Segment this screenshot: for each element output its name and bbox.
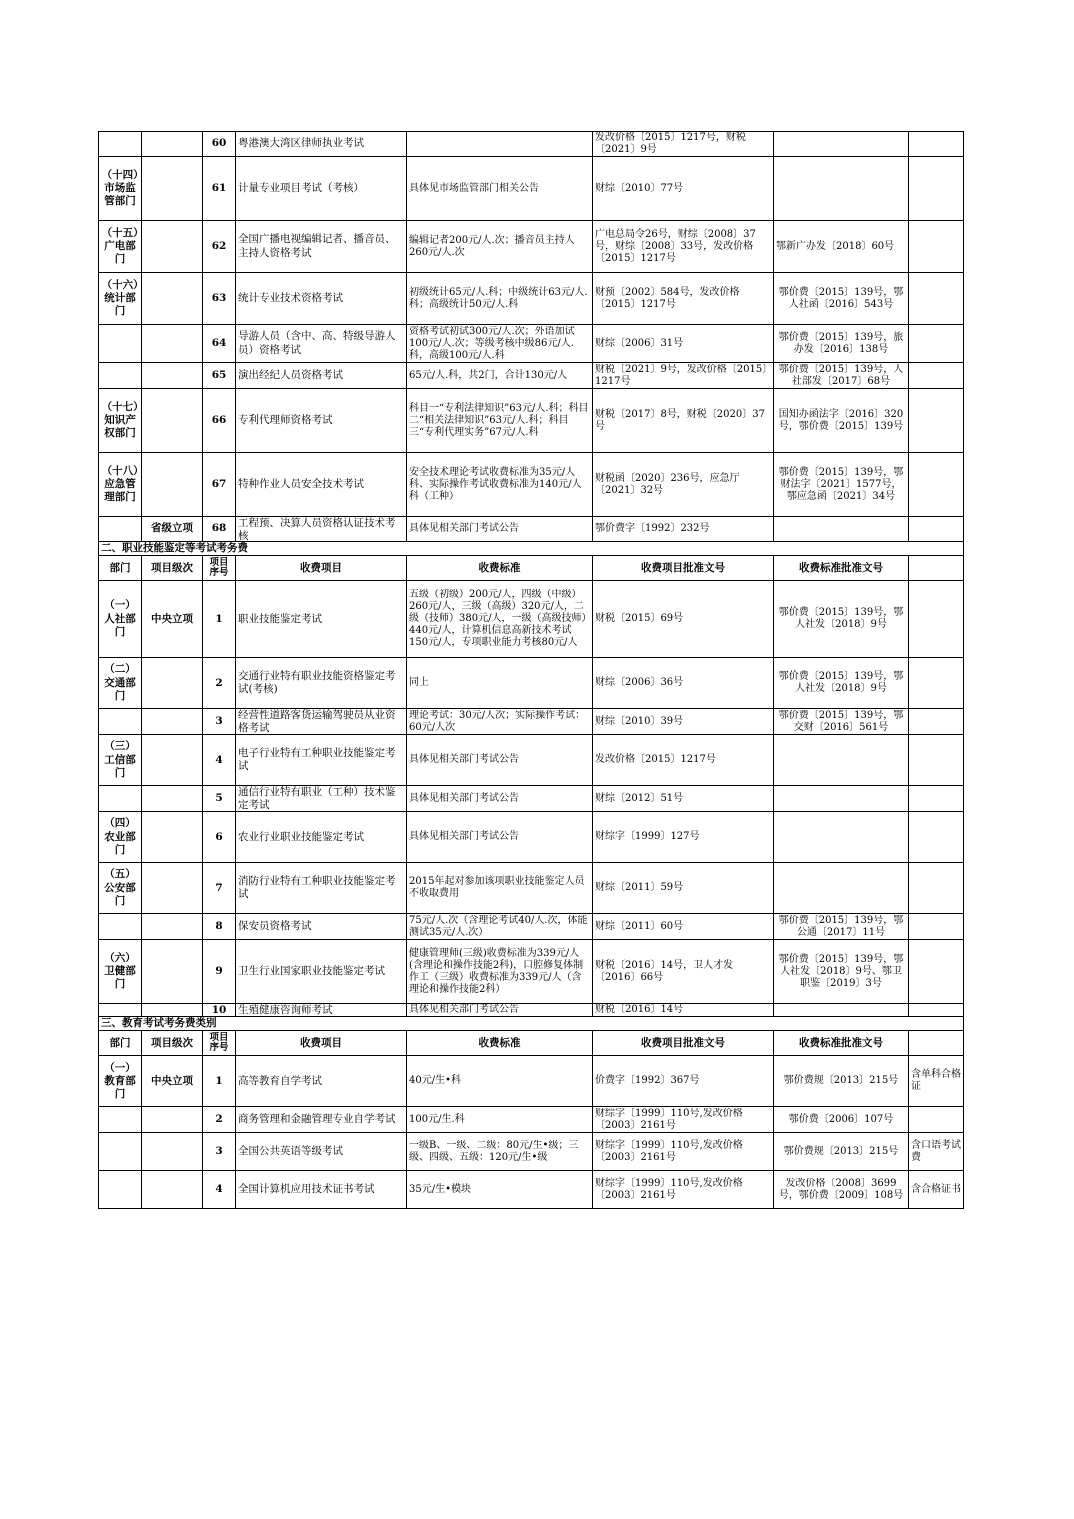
item-text: 商务管理和金融管理专业自学考试 — [238, 1113, 396, 1126]
std-doc-cell — [774, 812, 909, 863]
doc-cell: 财综〔2006〕36号 — [593, 658, 774, 709]
item-cell: 全国公共英语等级考试 — [236, 1133, 407, 1171]
note-cell — [909, 1107, 964, 1133]
item-cell — [236, 1107, 407, 1133]
level-cell — [142, 914, 203, 940]
std-doc-cell: 鄂价费规〔2013〕215号 — [774, 1133, 909, 1171]
item-no-cell: 1 — [203, 1056, 236, 1107]
std-doc-cell: 鄂价费〔2015〕139号，鄂人社函〔2016〕543号 — [774, 273, 909, 325]
dept-cell: （二）交通部门 — [99, 658, 142, 709]
item-cell: 统计专业技术资格考试 — [236, 273, 407, 325]
std-doc-cell — [774, 517, 909, 542]
standard-cell: 健康管理师(三级)收费标准为339元/人(含理论和操作技能2科)，口腔修复体制作工（三级）收费标准为339元/人（含理论和操作技能2科） — [407, 940, 593, 1004]
dept-cell — [99, 363, 142, 389]
note-cell — [909, 940, 964, 1004]
doc-cell: 财税〔2016〕14号，卫人才发〔2016〕66号 — [593, 940, 774, 1004]
standard-text: 具体见相关部门考试公告 — [409, 1004, 519, 1016]
section-title-row — [99, 1017, 964, 1031]
standard-cell: 具体见相关部门考试公告 — [407, 812, 593, 863]
doc-cell — [593, 1004, 774, 1017]
standard-cell — [407, 325, 593, 363]
doc-cell: 发改价格〔2015〕1217号，财税〔2021〕9号 — [593, 132, 774, 157]
standard-cell — [407, 1133, 593, 1171]
table-row — [99, 1004, 964, 1017]
item-no-cell: 64 — [203, 325, 236, 363]
item-no-cell: 5 — [203, 786, 236, 812]
std-doc-cell — [774, 132, 909, 157]
standard-cell: 同上 — [407, 658, 593, 709]
item-cell: 特种作业人员安全技术考试 — [236, 453, 407, 517]
std-doc-cell: 鄂价费〔2015〕139号，鄂人社发〔2018〕9号、鄂卫职鉴〔2019〕3号 — [774, 940, 909, 1004]
dept-cell — [99, 709, 142, 735]
dept-cell: （十七）知识产权部门 — [99, 389, 142, 453]
doc-cell: 财综字〔1999〕110号,发改价格〔2003〕2161号 — [593, 1133, 774, 1171]
item-cell: 农业行业职业技能鉴定考试 — [236, 812, 407, 863]
table-row — [99, 1107, 964, 1133]
note-cell — [909, 812, 964, 863]
std-doc-cell — [774, 735, 909, 786]
std-doc-cell — [774, 709, 909, 735]
doc-text: 财综字〔1999〕110号,发改价格〔2003〕2161号 — [595, 1107, 743, 1131]
level-cell — [142, 940, 203, 1004]
item-cell — [236, 517, 407, 542]
header-no: 项目序号 — [203, 556, 236, 581]
standard-cell: 编辑记者200元/人.次；播音员主持人260元/人.次 — [407, 221, 593, 273]
header-standard: 收费标准 — [407, 556, 593, 581]
header-level: 项目级次 — [142, 1031, 203, 1056]
table-row — [99, 363, 964, 389]
header-no: 项目序号 — [203, 1031, 236, 1056]
table-row — [99, 157, 964, 221]
note-cell — [909, 735, 964, 786]
std-doc-cell: 鄂价费〔2015〕139号，旅办发〔2016〕138号 — [774, 325, 909, 363]
section-title: 二、职业技能鉴定等考试考务费 — [99, 542, 964, 556]
standard-cell: 65元/人.科，共2门，合计130元/人 — [407, 363, 593, 389]
item-no-cell: 6 — [203, 812, 236, 863]
item-cell: 专利代理师资格考试 — [236, 389, 407, 453]
level-cell — [142, 221, 203, 273]
standard-cell — [407, 709, 593, 735]
note-cell — [909, 581, 964, 658]
item-no-cell: 2 — [203, 658, 236, 709]
header-note — [909, 1031, 964, 1056]
table-row — [99, 389, 964, 453]
doc-cell: 财综〔2011〕60号 — [593, 914, 774, 940]
item-cell: 保安员资格考试 — [236, 914, 407, 940]
fee-table — [98, 131, 964, 1209]
std-doc-cell: 鄂价费〔2015〕139号，鄂人社发〔2018〕9号 — [774, 581, 909, 658]
doc-text: 财税〔2016〕14号 — [595, 1004, 684, 1016]
table-row — [99, 658, 964, 709]
item-text: 经营性道路客货运输驾驶员从业资格考试 — [238, 709, 396, 735]
item-cell: 卫生行业国家职业技能鉴定考试 — [236, 940, 407, 1004]
table-row — [99, 812, 964, 863]
header-row — [99, 1031, 964, 1056]
doc-cell: 财综字〔1999〕110号,发改价格〔2003〕2161号 — [593, 1171, 774, 1209]
item-text: 通信行业特有职业（工种）技术鉴定考试 — [238, 786, 396, 812]
note-cell — [909, 786, 964, 812]
item-no-cell: 2 — [203, 1107, 236, 1133]
item-no-text: 10 — [211, 1004, 227, 1017]
standard-cell: 2015年起对参加该项职业技能鉴定人员不收取费用 — [407, 863, 593, 914]
table-row — [99, 453, 964, 517]
standard-cell: 100元/生.科 — [407, 1107, 593, 1133]
dept-cell: （四）农业部门 — [99, 812, 142, 863]
dept-cell: （十五）广电部门 — [99, 221, 142, 273]
level-cell — [142, 273, 203, 325]
note-cell — [909, 709, 964, 735]
standard-cell — [407, 1004, 593, 1017]
note-cell — [909, 389, 964, 453]
doc-cell: 广电总局令26号，财综〔2008〕37号，财综〔2008〕33号，发改价格〔2015〕1217号 — [593, 221, 774, 273]
header-dept: 部门 — [99, 1031, 142, 1056]
item-cell — [236, 1004, 407, 1017]
standard-cell: 具体见相关部门考试公告 — [407, 517, 593, 542]
level-cell — [142, 812, 203, 863]
header-item: 收费项目 — [236, 556, 407, 581]
doc-cell: 财综〔2010〕77号 — [593, 157, 774, 221]
table-row — [99, 273, 964, 325]
dept-cell: （一）人社部门 — [99, 581, 142, 658]
item-no-cell: 4 — [203, 1171, 236, 1209]
dept-cell — [99, 132, 142, 157]
doc-cell: 发改价格〔2015〕1217号 — [593, 735, 774, 786]
std-doc-text: 鄂价费〔2015〕139号，鄂公通〔2017〕11号 — [778, 914, 904, 938]
level-cell — [142, 1004, 203, 1017]
doc-cell: 财综字〔1999〕127号 — [593, 812, 774, 863]
item-cell — [236, 709, 407, 735]
table-row — [99, 709, 964, 735]
std-doc-cell — [774, 786, 909, 812]
level-cell: 省级立项 — [142, 517, 203, 542]
note-cell — [909, 453, 964, 517]
dept-cell — [99, 1171, 142, 1209]
table-row — [99, 221, 964, 273]
item-no-cell — [203, 1004, 236, 1017]
table-row — [99, 325, 964, 363]
table-row — [99, 581, 964, 658]
dept-cell: （十六）统计部门 — [99, 273, 142, 325]
note-cell — [909, 517, 964, 542]
std-doc-cell: 鄂价费〔2006〕107号 — [774, 1107, 909, 1133]
standard-cell: 具体见相关部门考试公告 — [407, 735, 593, 786]
std-doc-cell: 鄂价费规〔2013〕215号 — [774, 1056, 909, 1107]
level-cell: 中央立项 — [142, 1056, 203, 1107]
dept-cell — [99, 517, 142, 542]
item-no-cell: 68 — [203, 517, 236, 542]
standard-cell: 35元/生•模块 — [407, 1171, 593, 1209]
table-row — [99, 735, 964, 786]
level-cell — [142, 325, 203, 363]
table-row — [99, 1133, 964, 1171]
item-text: 生殖健康咨询师考试 — [238, 1004, 333, 1017]
standard-text: 五级（初级）200元/人，四级（中级）260元/人，三级（高级）320元/人，二级（技师）380元/人，一级（高级技师）440元/人，计算机信息高新技术考试150元/人，专项职业能力考核80元/人 — [409, 589, 587, 649]
item-cell: 交通行业特有职业技能资格鉴定考试(考核) — [236, 658, 407, 709]
doc-text: 财税〔2021〕9号，发改价格〔2015〕1217号 — [595, 363, 768, 387]
dept-cell: （六）卫健部门 — [99, 940, 142, 1004]
standard-text: 75元/人.次（含理论考试40/人.次，体能测试35元/人.次） — [409, 914, 588, 938]
level-cell — [142, 363, 203, 389]
std-doc-text: 鄂价费〔2015〕139号，人社部发〔2017〕68号 — [778, 363, 904, 387]
note-cell: 含口语考试费 — [909, 1133, 964, 1171]
item-cell: 演出经纪人员资格考试 — [236, 363, 407, 389]
item-no-cell: 61 — [203, 157, 236, 221]
std-doc-text: 发改价格〔2008〕3699号，鄂价费〔2009〕108号 — [778, 1177, 904, 1201]
std-doc-text: 鄂价费〔2015〕139号，鄂交财〔2016〕561号 — [778, 709, 904, 733]
section-title: 三、教育考试考务费类别 — [99, 1017, 964, 1031]
doc-cell: 财综〔2010〕39号 — [593, 709, 774, 735]
std-doc-cell: 鄂价费〔2015〕139号，鄂财法字〔2021〕1577号，鄂应急函〔2021〕34号 — [774, 453, 909, 517]
standard-cell: 40元/生•科 — [407, 1056, 593, 1107]
level-cell — [142, 453, 203, 517]
item-cell: 电子行业特有工种职业技能鉴定考试 — [236, 735, 407, 786]
item-cell: 职业技能鉴定考试 — [236, 581, 407, 658]
level-cell — [142, 389, 203, 453]
header-std-doc: 收费标准批准文号 — [774, 556, 909, 581]
dept-cell: （五）公安部门 — [99, 863, 142, 914]
note-cell — [909, 914, 964, 940]
table-row — [99, 786, 964, 812]
dept-cell: （十八）应急管理部门 — [99, 453, 142, 517]
item-cell: 导游人员（含中、高、特级导游人员）资格考试 — [236, 325, 407, 363]
item-no-cell: 3 — [203, 1133, 236, 1171]
level-cell — [142, 658, 203, 709]
standard-cell: 具体见市场监管部门相关公告 — [407, 157, 593, 221]
level-cell — [142, 157, 203, 221]
note-cell: 含单科合格证 — [909, 1056, 964, 1107]
level-cell — [142, 132, 203, 157]
doc-cell: 财税〔2017〕8号，财税〔2020〕37号 — [593, 389, 774, 453]
note-cell — [909, 132, 964, 157]
item-no-cell: 67 — [203, 453, 236, 517]
header-doc: 收费项目批准文号 — [593, 1031, 774, 1056]
doc-cell: 财预〔2002〕584号，发改价格〔2015〕1217号 — [593, 273, 774, 325]
standard-cell: 科目一“专利法律知识”63元/人.科；科目二“相关法律知识”63元/人.科；科目三“专利代理实务”67元/人.科 — [407, 389, 593, 453]
note-cell — [909, 1004, 964, 1017]
item-cell: 全国广播电视编辑记者、播音员、主持人资格考试 — [236, 221, 407, 273]
doc-cell: 财综〔2011〕59号 — [593, 863, 774, 914]
header-dept: 部门 — [99, 556, 142, 581]
std-doc-cell — [774, 157, 909, 221]
doc-cell: 价费字〔1992〕367号 — [593, 1056, 774, 1107]
dept-cell — [99, 786, 142, 812]
doc-cell: 财税〔2015〕69号 — [593, 581, 774, 658]
standard-text: 资格考试初试300元/人.次；外语加试100元/人.次；等级考核中级86元/人.科，高级100元/人.科 — [409, 325, 575, 361]
header-doc: 收费项目批准文号 — [593, 556, 774, 581]
item-cell: 高等教育自学考试 — [236, 1056, 407, 1107]
standard-text: 一级B、一级、二级：80元/生•级；三级、四级、五级：120元/生•级 — [409, 1139, 579, 1163]
doc-cell: 财综〔2006〕31号 — [593, 325, 774, 363]
item-cell: 消防行业特有工种职业技能鉴定考试 — [236, 863, 407, 914]
table-row — [99, 1171, 964, 1209]
item-cell: 计量专业项目考试（考核） — [236, 157, 407, 221]
note-cell — [909, 157, 964, 221]
dept-cell: （三）工信部门 — [99, 735, 142, 786]
standard-cell — [407, 132, 593, 157]
note-cell: 含合格证书 — [909, 1171, 964, 1209]
item-no-cell: 62 — [203, 221, 236, 273]
item-cell: 全国计算机应用技术证书考试 — [236, 1171, 407, 1209]
std-doc-cell — [774, 1171, 909, 1209]
standard-cell — [407, 581, 593, 658]
item-no-cell: 8 — [203, 914, 236, 940]
std-doc-cell: 鄂新广办发〔2018〕60号 — [774, 221, 909, 273]
table-row — [99, 132, 964, 157]
dept-cell: （十四）市场监管部门 — [99, 157, 142, 221]
level-cell: 中央立项 — [142, 581, 203, 658]
item-no-cell: 7 — [203, 863, 236, 914]
std-doc-cell — [774, 914, 909, 940]
item-no-cell: 65 — [203, 363, 236, 389]
header-standard: 收费标准 — [407, 1031, 593, 1056]
item-no-cell: 3 — [203, 709, 236, 735]
doc-cell: 鄂价费字〔1992〕232号 — [593, 517, 774, 542]
dept-cell — [99, 325, 142, 363]
item-no-cell: 1 — [203, 581, 236, 658]
note-cell — [909, 221, 964, 273]
std-doc-cell — [774, 363, 909, 389]
item-no-cell: 9 — [203, 940, 236, 1004]
item-no-cell: 60 — [203, 132, 236, 157]
table-row — [99, 1056, 964, 1107]
section-title-row — [99, 542, 964, 556]
item-no-cell: 4 — [203, 735, 236, 786]
table-row — [99, 517, 964, 542]
header-level: 项目级次 — [142, 556, 203, 581]
level-cell — [142, 863, 203, 914]
doc-cell — [593, 363, 774, 389]
item-cell: 粤港澳大湾区律师执业考试 — [236, 132, 407, 157]
header-std-doc: 收费标准批准文号 — [774, 1031, 909, 1056]
level-cell — [142, 735, 203, 786]
item-text: 工程预、决算人员资格认证技术考核 — [238, 517, 396, 541]
standard-cell: 具体见相关部门考试公告 — [407, 786, 593, 812]
doc-cell — [593, 1107, 774, 1133]
note-cell — [909, 325, 964, 363]
note-cell — [909, 363, 964, 389]
note-cell — [909, 273, 964, 325]
standard-text: 理论考试：30元/人次；实际操作考试：60元/人次 — [409, 709, 586, 733]
standard-cell: 初级统计65元/人.科；中级统计63元/人.科；高级统计50元/人.科 — [407, 273, 593, 325]
item-no-cell: 63 — [203, 273, 236, 325]
std-doc-cell: 国知办函法字〔2016〕320号，鄂价费〔2015〕139号 — [774, 389, 909, 453]
table-row — [99, 914, 964, 940]
standard-cell — [407, 914, 593, 940]
header-item: 收费项目 — [236, 1031, 407, 1056]
standard-cell: 安全技术理论考试收费标准为35元/人科、实际操作考试收费标准为140元/人科（工种） — [407, 453, 593, 517]
std-doc-cell — [774, 1004, 909, 1017]
level-cell — [142, 1107, 203, 1133]
level-cell — [142, 1133, 203, 1171]
std-doc-cell — [774, 863, 909, 914]
dept-cell — [99, 1133, 142, 1171]
level-cell — [142, 786, 203, 812]
header-note — [909, 556, 964, 581]
level-cell — [142, 1171, 203, 1209]
dept-cell — [99, 914, 142, 940]
std-doc-cell: 鄂价费〔2015〕139号，鄂人社发〔2018〕9号 — [774, 658, 909, 709]
table-row — [99, 940, 964, 1004]
doc-cell: 财综〔2012〕51号 — [593, 786, 774, 812]
note-cell — [909, 863, 964, 914]
dept-cell — [99, 1107, 142, 1133]
item-cell — [236, 786, 407, 812]
item-no-cell: 66 — [203, 389, 236, 453]
table-row — [99, 863, 964, 914]
doc-cell: 财税函〔2020〕236号，应急厅〔2021〕32号 — [593, 453, 774, 517]
note-cell — [909, 658, 964, 709]
dept-cell — [99, 1004, 142, 1017]
dept-cell: （一）教育部门 — [99, 1056, 142, 1107]
level-cell — [142, 709, 203, 735]
header-row — [99, 556, 964, 581]
